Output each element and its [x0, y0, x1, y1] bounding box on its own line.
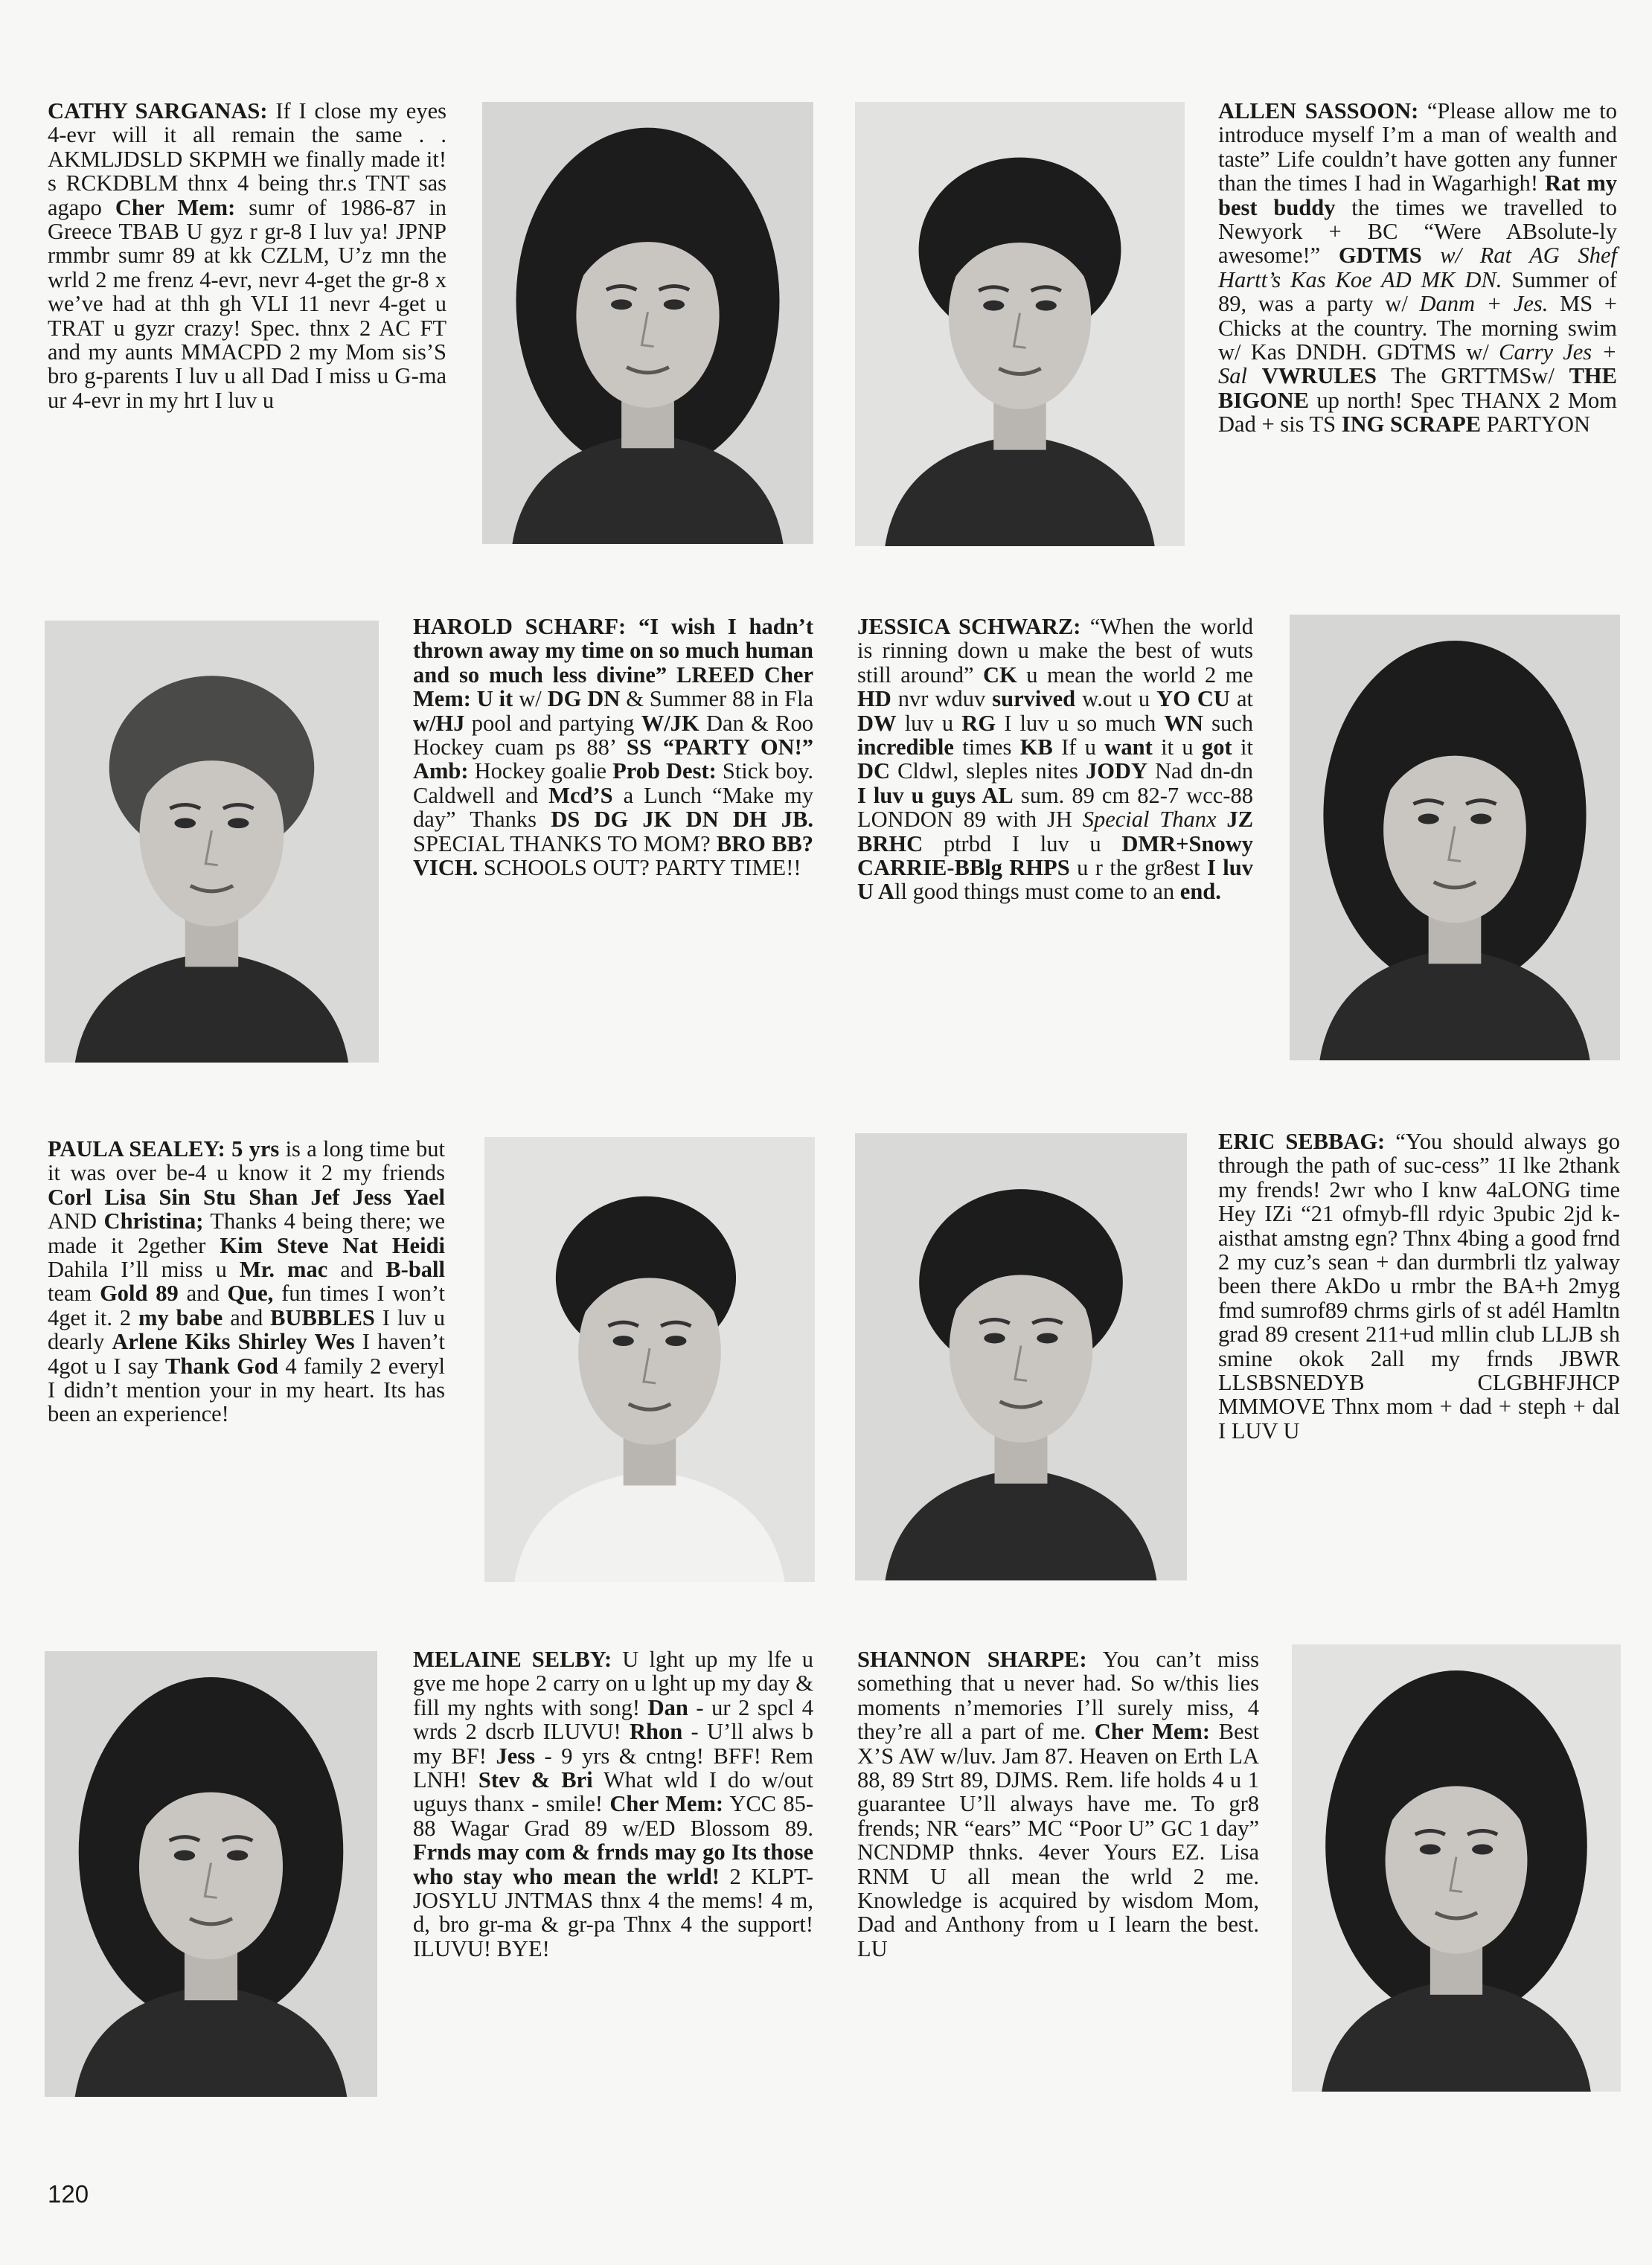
bio-text-segment: WN — [1164, 710, 1203, 736]
photo-shannon-sharpe — [1292, 1644, 1621, 2092]
bio-text-segment: Thank God — [165, 1353, 278, 1379]
bio-text-segment: “You should always go through the path of suc-cess” 1I lke 2thank my frends! 2wr who I knw 4aLONG time Hey IZi “21 ofmyb-fll rdyic 3pubic 2jd k-aisthat amstng egn? Thnx 4bing a good frnd 2 my cuz’s sean + dan durmbrli tlz yalway been there AkDo u rmbr the BA+h 2myg fmd sumrof89 chrms girls of st adél Hamltn grad 89 cresent 211+ud mllin club LLJB sh smine okok 2all my frnds JBWR LLSBSNEDYB CLGBHFJHCP MMMOVE Thnx mom + dad + steph + dal I LUV U — [1218, 1129, 1620, 1444]
bio-text-segment: SCHOOLS OUT? PARTY TIME!! — [478, 855, 801, 881]
bio-text-segment: If u — [1052, 734, 1105, 760]
bio-text-segment: MS + Chicks at the country. The morning swim w/ Kas DNDH. GDTMS w/ — [1218, 291, 1617, 365]
bio-text-segment: Mcd’S — [548, 782, 613, 808]
bio-text-segment: incredible — [857, 734, 954, 760]
portrait-graphic — [855, 1133, 1187, 1580]
bio-text-segment: Gold 89 — [100, 1281, 179, 1307]
bio-text-segment: Stick boy. Caldwell and — [413, 758, 814, 808]
bio-text-segment: VWRULES — [1261, 363, 1377, 389]
eye-right — [1472, 1844, 1493, 1854]
bio-text-segment: 2 KLPT-JOSYLU JNTMAS thnx 4 the mems! 4 m, d, bro gr-ma & gr-pa Thnx 4 the support! ILUVU! BYE! — [413, 1863, 813, 1961]
photo-melaine-selby — [45, 1651, 377, 2097]
eye-left — [174, 818, 196, 828]
bio-text-segment: U lght up my lfe u gve me hope 2 carry on u lght up my day & fill my nghts with song! — [413, 1647, 813, 1720]
bio-text-segment: Cher Mem: — [609, 1791, 724, 1817]
bio-text-segment: Cher Mem: — [1094, 1719, 1210, 1745]
bio-text-segment: Amb: — [413, 758, 469, 784]
bio-text-segment: I luv U A — [857, 855, 1253, 905]
bio-text-segment: JODY — [1085, 758, 1147, 784]
bio-text-segment: THE BIGONE — [1218, 363, 1618, 413]
bio-paula-sealey — [48, 1137, 445, 1426]
bio-text-segment: CK — [983, 661, 1017, 688]
bio-harold-scharf — [413, 615, 813, 880]
bio-text-segment: Cher Mem: U it — [413, 661, 813, 712]
bio-text-segment: KB — [1019, 734, 1053, 760]
bio-text-segment: PARTYON — [1481, 411, 1591, 438]
bio-text-segment: Christina; — [103, 1208, 204, 1234]
bio-text-segment: Cher Mem: — [115, 194, 236, 220]
portrait-graphic — [482, 102, 813, 544]
bio-text-segment — [1247, 363, 1262, 388]
bio-text-segment: Rat my best buddy — [1218, 170, 1617, 220]
bio-text-segment: Rhon — [630, 1719, 683, 1745]
bio-text-segment: YO CU — [1156, 686, 1230, 712]
bio-text-segment: DMR+Snowy CARRIE-BBlg RHPS — [857, 830, 1253, 881]
portrait-graphic — [855, 102, 1185, 546]
student-name: ALLEN SASSOON: — [1218, 98, 1419, 124]
bio-text-segment: DW — [857, 710, 897, 736]
bio-text-segment: my babe — [138, 1304, 223, 1330]
bio-text-segment: ING SCRAPE — [1341, 411, 1482, 438]
bio-shannon-sharpe — [857, 1647, 1259, 1961]
bio-text-segment: w/ Rat AG Shef Hartt’s Kas Koe AD MK DN. — [1218, 243, 1617, 292]
bio-text-segment: w.out u — [1075, 686, 1157, 712]
bio-text-segment: GDTMS — [1338, 243, 1422, 269]
bio-text-segment: W/JK — [641, 710, 699, 736]
bio-text-segment: sum. 89 cm 82-7 wcc-88 LONDON 89 with JH — [857, 782, 1253, 833]
bio-text-segment: u r the gr8est — [1069, 855, 1207, 881]
bio-text-segment: sumr of 1986-87 in Greece TBAB U gyz r gr-8 I luv ya! JPNP rmmbr sumr 89 at kk CZLM, U’z mn the wrld 2 me frenz 4-evr, nevr 4-get the gr-8 x we’ve had at thh gh VLI 11 nevr 4-get u TRAT u gyzr crazy! Spec. thnx 2 AC FT and my aunts MMACPD 2 my Mom sis’S bro g-parents I luv u all Dad I miss u G-ma ur 4-evr in my hrt I luv u — [48, 194, 447, 413]
bio-text-segment: team — [48, 1281, 100, 1307]
portrait-graphic — [45, 621, 379, 1063]
portrait-graphic — [1290, 615, 1620, 1060]
bio-text-segment: Nad dn-dn — [1147, 758, 1253, 784]
bio-text-segment: luv u — [896, 710, 962, 736]
bio-text-segment: “When the world is rinning down u make the best of wuts still around” — [857, 614, 1253, 688]
bio-text-segment: at — [1229, 686, 1253, 712]
bio-text-segment: JZ BRHC — [857, 807, 1254, 856]
bio-text-segment: I luv u dearly — [48, 1304, 445, 1355]
portrait-graphic — [45, 1651, 377, 2097]
bio-jessica-schwarz — [857, 615, 1253, 904]
bio-text-segment: and — [222, 1304, 271, 1330]
bio-text-segment: 4 family 2 everyl I didn’t mention your in my heart. Its has been an experience! — [48, 1353, 445, 1427]
bio-text-segment: w/HJ — [413, 710, 465, 736]
bio-text-segment: Kim Steve Nat Heidi — [220, 1232, 446, 1258]
photo-eric-sebbag — [855, 1133, 1187, 1580]
bio-text-segment: and — [178, 1281, 228, 1307]
eye-right — [1037, 1333, 1057, 1343]
bio-text-segment: Dan — [647, 1694, 688, 1720]
photo-allen-sassoon — [855, 102, 1185, 546]
bio-text-segment: BRO BB? VICH. — [413, 830, 814, 881]
bio-text-segment: it u — [1152, 734, 1203, 760]
photo-cathy-sarganas — [482, 102, 813, 544]
bio-text-segment: Summer of 89, was a party w/ — [1218, 266, 1617, 317]
bio-text-segment: Stev & Bri — [478, 1767, 593, 1793]
bio-text-segment: a Lunch “Make my day” Thanks — [413, 782, 813, 833]
bio-text-segment: DS DG JK DN DH JB. — [551, 807, 814, 833]
bio-text-segment: I luv u guys AL — [857, 782, 1014, 808]
bio-text-segment: B-ball — [385, 1257, 445, 1283]
student-name: SHANNON SHARPE: — [857, 1647, 1087, 1672]
bio-text-segment: Hockey goalie — [468, 758, 613, 784]
bio-text-segment: want — [1104, 734, 1153, 760]
eye-left — [983, 301, 1004, 311]
bio-text-segment: Carry Jes + Sal — [1218, 339, 1617, 389]
student-name: ERIC SEBBAG: — [1218, 1129, 1386, 1154]
bio-allen-sassoon — [1218, 99, 1617, 437]
bio-text-segment: up north! Spec THANX 2 Mom Dad + sis TS — [1218, 387, 1617, 438]
bio-text-segment: u mean the world 2 me — [1017, 661, 1254, 688]
photo-harold-scharf — [45, 621, 379, 1063]
student-name: JESSICA SCHWARZ: — [857, 614, 1081, 639]
bio-text-segment: Danm + Jes. — [1419, 291, 1549, 317]
bio-text-segment — [1217, 807, 1227, 832]
portrait-graphic — [484, 1137, 815, 1582]
bio-melaine-selby — [413, 1647, 813, 1961]
eye-left — [984, 1333, 1005, 1343]
bio-text-segment: ptrbd I luv u — [923, 830, 1122, 856]
bio-text-segment: Thanks 4 being there; we made it 2gether — [48, 1208, 445, 1258]
student-name: HAROLD SCHARF: — [413, 614, 627, 639]
bio-text-segment: fun times I won’t 4get it. 2 — [48, 1281, 445, 1330]
bio-text-segment: is a long time but it was over be-4 u know it 2 my friends — [48, 1136, 445, 1186]
eye-left — [174, 1851, 195, 1861]
bio-text-segment: What wld I do w/out uguys thanx - smile! — [413, 1767, 813, 1817]
bio-text-segment: SS “PARTY ON!” — [626, 734, 813, 760]
bio-text-segment: Prob Dest: — [612, 758, 717, 784]
bio-text-segment: SPECIAL THANKS TO MOM? — [413, 830, 717, 856]
bio-cathy-sarganas — [48, 99, 446, 412]
bio-eric-sebbag — [1218, 1130, 1620, 1443]
bio-text-segment: Corl Lisa Sin Stu Shan Jef Jess Yael — [48, 1184, 445, 1210]
bio-text-segment: times — [953, 734, 1020, 760]
bio-text-segment: - 9 yrs & cntng! BFF! Rem LNH! — [413, 1743, 814, 1793]
bio-text-segment: Cldwl, sleples nites — [890, 758, 1086, 784]
eye-left — [1420, 1844, 1441, 1854]
bio-text-segment: got — [1202, 734, 1232, 760]
eye-right — [228, 818, 249, 828]
bio-text-segment: I luv u so much — [996, 710, 1165, 736]
bio-text-segment: and — [327, 1257, 386, 1283]
eye-right — [665, 1336, 686, 1346]
bio-text-segment: YCC 85-88 Wagar Grad 89 w/ED Blossom 89. — [413, 1791, 813, 1841]
eye-right — [664, 299, 685, 310]
bio-text-segment: - U’ll alws b my BF! — [413, 1719, 813, 1769]
bio-text-segment: RG — [961, 710, 996, 736]
bio-text-segment: Special Thanx — [1082, 807, 1217, 833]
bio-text-segment: “I wish I hadn’t thrown away my time on so much human and so much less divine” LREED — [413, 614, 813, 688]
eye-left — [1418, 814, 1439, 824]
bio-text-segment: it — [1232, 734, 1253, 760]
bio-text-segment: Frnds may com & frnds may go Its those who stay who mean the wrld! — [413, 1839, 813, 1889]
bio-text-segment: BUBBLES — [270, 1304, 375, 1330]
bio-text-segment: I haven’t 4got u I say — [48, 1329, 445, 1379]
bio-text-segment: The GRTTMSw/ — [1377, 363, 1569, 389]
bio-text-segment: 5 yrs — [225, 1136, 280, 1162]
bio-text-segment: w/ — [513, 686, 548, 712]
bio-text-segment: pool and partying — [464, 710, 641, 736]
page-number: 120 — [48, 2180, 89, 2208]
eye-left — [611, 299, 632, 310]
bio-text-segment: - ur 2 spcl 4 wrds 2 dscrb ILUVU! — [413, 1694, 813, 1745]
bio-text-segment: Que, — [227, 1281, 274, 1307]
bio-text-segment: DG DN — [547, 686, 621, 712]
bio-text-segment: Best X’S AW w/luv. Jam 87. Heaven on Erth LA 88, 89 Strt 89, DJMS. Rem. life holds 4 u 1 guarantee U’ll always have me. To gr8 frends; NR “ears” MC “Poor U” GC 1 day” NCNDMP thnks. 4ever Yours EZ. Lisa RNM U all mean the wrld 2 me. Knowledge is acquired by wisdom Mom, Dad and Anthony from u I learn the best. LU — [857, 1719, 1259, 1961]
bio-text-segment: nvr wduv — [891, 686, 993, 712]
bio-text-segment: DC — [857, 758, 891, 784]
portrait-graphic — [1292, 1644, 1621, 2092]
bio-text-segment: Mr. mac — [239, 1257, 328, 1283]
eye-left — [613, 1336, 634, 1346]
eye-right — [227, 1851, 248, 1861]
eye-right — [1036, 301, 1057, 311]
bio-text-segment: HD — [857, 686, 891, 712]
bio-text-segment: Dahila I’ll miss u — [48, 1257, 240, 1283]
bio-text-segment: the times we travelled to Newyork + BC “Were ABsolute-ly awesome!” — [1218, 194, 1617, 269]
bio-text-segment: “Please allow me to introduce myself I’m a man of wealth and taste” Life couldn’t have gotten any funner than the times I had in Wagarhigh! — [1218, 98, 1617, 196]
photo-jessica-schwarz — [1290, 615, 1620, 1060]
student-name: MELAINE SELBY: — [413, 1647, 612, 1672]
bio-text-segment: If I close my eyes 4-evr will it all remain the same . . AKMLJDSLD SKPMH we finally made it! s RCKDBLM thnx 4 being thr.s TNT sas agapo — [48, 98, 447, 220]
bio-text-segment: Jess — [496, 1743, 536, 1769]
bio-text-segment: Arlene Kiks Shirley Wes — [112, 1329, 355, 1355]
bio-text-segment: AND — [48, 1208, 104, 1234]
eye-right — [1470, 814, 1491, 824]
bio-text-segment: end. — [1179, 879, 1221, 905]
student-name: CATHY SARGANAS: — [48, 98, 268, 124]
bio-text-segment: & Summer 88 in Fla — [620, 686, 814, 712]
bio-text-segment: ll good things must come to an — [894, 879, 1180, 905]
student-name: PAULA SEALEY: — [48, 1136, 225, 1162]
bio-text-segment: Dan & Roo Hockey cuam ps 88’ — [413, 710, 813, 760]
bio-text-segment: such — [1203, 710, 1253, 736]
photo-paula-sealey — [484, 1137, 815, 1582]
bio-text-segment: survived — [992, 686, 1076, 712]
bio-text-segment: You can’t miss something that u never had. So w/this lies moments n’memories I’ll surely miss, 4 they’re all a part of me. — [857, 1647, 1259, 1745]
